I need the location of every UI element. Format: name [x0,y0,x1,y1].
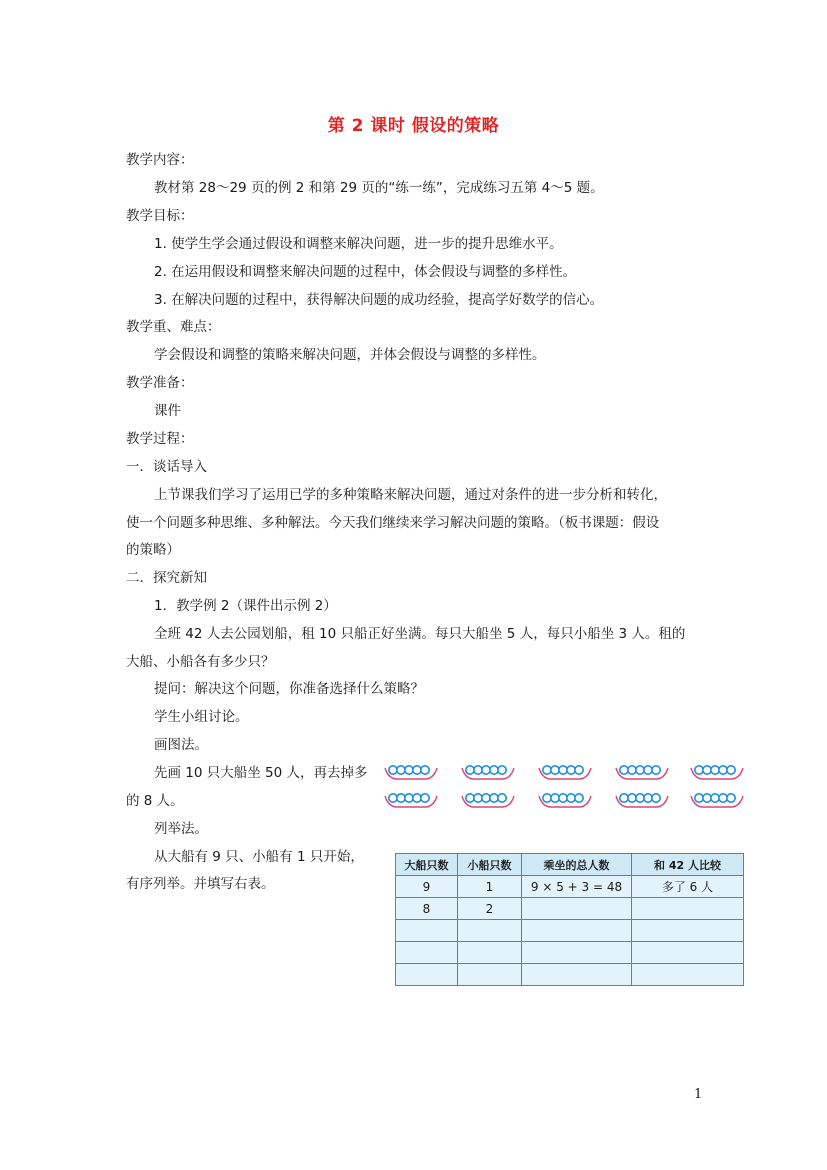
listing-method-label: 列举法。 [154,821,208,837]
table-cell [522,964,632,986]
key-points-text: 学会假设和调整的策略来解决问题，并体会假设与调整的多样性。 [154,347,546,363]
table-cell [458,942,522,964]
drawing-method-text: 先画 10 只大船坐 50 人，再去掉多 [154,765,368,781]
boat-illustration [384,758,744,816]
problem-line: 大船、小船各有多少只？ [126,654,275,670]
table-cell: 2 [458,898,522,920]
listing-method-text: 从大船有 9 只、小船有 1 只开始， [154,849,364,865]
table-row [396,876,744,898]
table-row [396,964,744,986]
paragraph-line: 使一个问题多种思维、多种解法。今天我们继续来学习解决问题的策略。（板书课题：假设 [126,515,660,531]
problem-line: 全班 42 人去公园划船，租 10 只船正好坐满。每只大船坐 5 人，每只小船坐 3 人。租的 [154,626,686,642]
table-cell: 多了 6 人 [632,876,744,898]
table-header: 乘坐的总人数 [522,854,632,876]
question-text: 提问：解决这个问题，你准备选择什么策略？ [154,681,424,697]
table-cell [632,898,744,920]
content-text: 教材第 28～29 页的例 2 和第 29 页的“练一练”，完成练习五第 4～5 题。 [154,180,604,196]
goal-1: 1. 使学生学会通过假设和调整来解决问题，进一步的提升思维水平。 [154,236,563,252]
table-cell [522,898,632,920]
boat-icon [616,794,668,807]
table-cell [396,964,458,986]
boat-icon [539,794,591,807]
heading-content: 教学内容： [126,152,194,168]
table-cell [632,964,744,986]
table-header: 小船只数 [458,854,522,876]
heading-key-points: 教学重、难点： [126,319,221,335]
boat-icon [691,794,743,807]
boat-icon [385,794,437,807]
goal-3: 3. 在解决问题的过程中，获得解决问题的成功经验，提高学好数学的信心。 [154,292,604,308]
table-cell [632,942,744,964]
preparation-text: 课件 [154,403,181,419]
boat-icon [691,766,743,779]
section-2-heading: 二．探究新知 [126,570,207,586]
table-cell [458,920,522,942]
table-cell: 8 [396,898,458,920]
table-cell [396,920,458,942]
table-row [396,898,744,920]
table-header: 和 42 人比较 [632,854,744,876]
listing-method-text: 有序列举。并填写右表。 [126,876,275,892]
paragraph-line: 的策略） [126,542,180,558]
goal-2: 2. 在运用假设和调整来解决问题的过程中，体会假设与调整的多样性。 [154,264,577,280]
table-row [396,942,744,964]
table-cell [396,942,458,964]
section-1-heading: 一．谈话导入 [126,459,207,475]
boat-icon [616,766,668,779]
heading-goals: 教学目标： [126,208,194,224]
boat-icon [462,766,514,779]
paragraph-line: 上节课我们学习了运用已学的多种策略来解决问题，通过对条件的进一步分析和转化， [154,487,667,503]
boat-icon [539,766,591,779]
table-row [396,920,744,942]
table-cell: 9 [396,876,458,898]
listing-table [395,853,744,986]
table-cell [632,920,744,942]
table-header: 大船只数 [396,854,458,876]
table-cell: 1 [458,876,522,898]
page-number: 1 [694,1087,703,1102]
heading-process: 教学过程： [126,431,194,447]
table-cell [522,942,632,964]
boat-icon [385,766,437,779]
table-cell [522,920,632,942]
discussion-text: 学生小组讨论。 [154,709,249,725]
table-cell: 9 × 5 + 3 = 48 [522,876,632,898]
drawing-method-text: 的 8 人。 [126,793,184,809]
table-cell [458,964,522,986]
boat-icon [462,794,514,807]
heading-preparation: 教学准备： [126,375,194,391]
drawing-method-label: 画图法。 [154,737,208,753]
lesson-title: 第 2 课时 假设的策略 [327,116,500,136]
example-heading: 1．教学例 2（课件出示例 2） [154,598,337,614]
table-header-row [396,854,744,876]
